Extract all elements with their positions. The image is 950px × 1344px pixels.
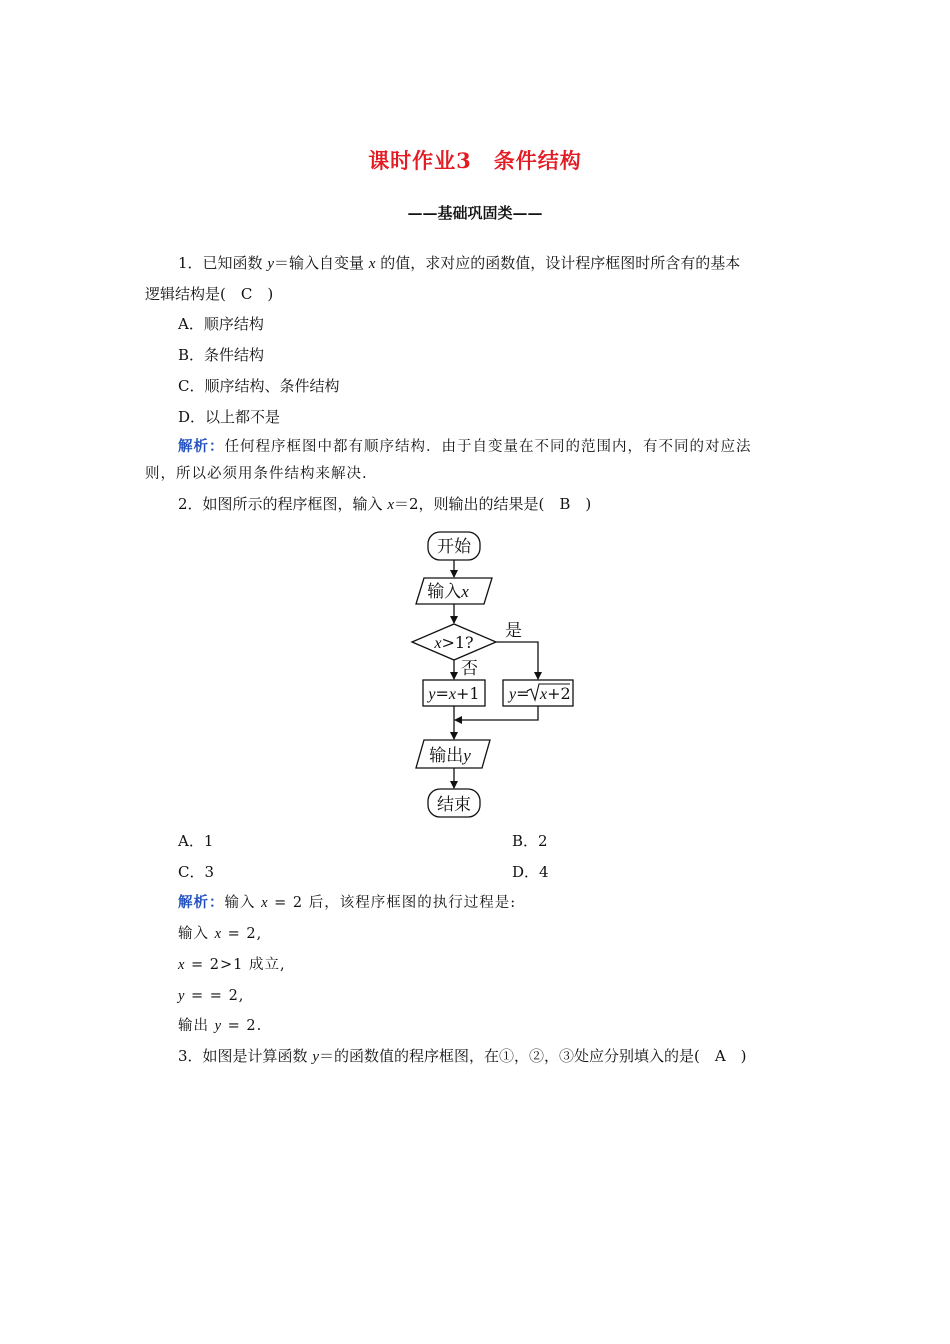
flowchart-left-formula: y=x+1 [428, 684, 480, 703]
page-title: 课时作业3 条件结构 [368, 148, 582, 173]
q2-solution-step-3: y = = 2, [178, 988, 245, 1004]
flowchart-right-formula-radicand: x+2 [540, 684, 571, 703]
q2-stem: 2．如图所示的程序框图，输入 x＝2，则输出的结果是( B ) [178, 495, 592, 513]
flowchart-decision-label: x>1? [434, 633, 474, 652]
flowchart-no-label: 否 [461, 659, 478, 679]
q3-stem: 3．如图是计算函数 y＝的函数值的程序框图，在①，②，③处应分别填入的是( A ) [178, 1047, 747, 1065]
flowchart-end-label: 结束 [437, 795, 471, 815]
q2-option-d: D．4 [512, 863, 549, 881]
flowchart-yes-label: 是 [505, 621, 522, 641]
q1-stem-line1: 1．已知函数 y＝输入自变量 x 的值，求对应的函数值，设计程序框图时所含有的基本 [178, 254, 741, 272]
q2-option-a: A．1 [178, 832, 214, 850]
q1-option-b: B．条件结构 [178, 346, 265, 364]
q1-option-d: D．以上都不是 [178, 408, 281, 426]
q1-solution-line2: 则，所以必须用条件结构来解决. [145, 466, 368, 482]
flowchart-right-formula-lhs: y= [509, 684, 530, 703]
q2-solution-step-2: x = 2>1 成立, [178, 957, 286, 973]
solution-label: 解析： [178, 438, 225, 455]
flowchart-start-label: 开始 [437, 537, 471, 557]
solution-label: 解析： [178, 894, 225, 911]
q2-solution-intro: 解析：输入 x = 2 后，该程序框图的执行过程是: [178, 894, 517, 911]
q2-solution-step-1: 输入 x = 2, [178, 926, 263, 942]
section-heading: ——基础巩固类—— [407, 204, 543, 222]
q2-option-c: C．3 [178, 863, 215, 881]
q1-option-a: A．顺序结构 [178, 315, 264, 333]
flowchart-output-label: 输出y [429, 746, 471, 766]
q1-option-c: C．顺序结构、条件结构 [178, 377, 340, 395]
q1-stem-line2: 逻辑结构是( C ) [145, 285, 274, 303]
q2-solution-step-4: 输出 y = 2. [178, 1018, 263, 1034]
flowchart-input-label: 输入x [427, 582, 469, 602]
q2-option-b: B．2 [512, 832, 548, 850]
q1-solution-line1: 解析：任何程序框图中都有顺序结构．由于自变量在不同的范围内，有不同的对应法 [178, 438, 752, 455]
flowchart [400, 525, 600, 825]
